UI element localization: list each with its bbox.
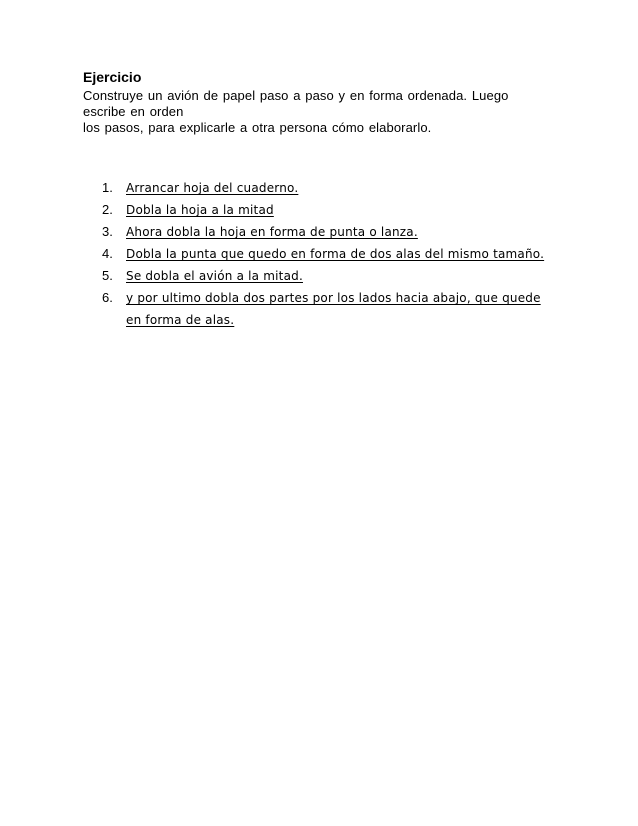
- step-item: [98, 287, 578, 331]
- step-text: Dobla la punta que quedo en forma de dos alas del mismo tamaño.: [126, 247, 545, 261]
- step-number: 1.: [102, 180, 113, 195]
- step-number: 3.: [102, 224, 113, 239]
- step-number: 6.: [102, 290, 113, 305]
- step-number: 4.: [102, 246, 113, 261]
- step-text: Arrancar hoja del cuaderno.: [126, 181, 299, 195]
- instruction-line: escribe en orden: [83, 104, 184, 119]
- step-number: 5.: [102, 268, 113, 283]
- step-text: Dobla la hoja a la mitad: [126, 203, 274, 217]
- step-item: [98, 265, 578, 287]
- step-text: Se dobla el avión a la mitad.: [126, 269, 303, 283]
- exercise-heading: Ejercicio: [83, 69, 142, 85]
- step-item: [98, 199, 578, 221]
- step-item: [98, 177, 578, 199]
- step-item: [98, 243, 578, 265]
- step-number: 2.: [102, 202, 113, 217]
- steps-list: [98, 177, 578, 331]
- instruction-line: los pasos, para explicarle a otra persona cómo elaborarlo.: [83, 120, 432, 135]
- step-text: y por ultimo dobla dos partes por los lados hacia abajo, que quede en forma de alas.: [126, 291, 541, 327]
- exercise-instructions: [83, 88, 543, 136]
- step-item: [98, 221, 578, 243]
- step-text: Ahora dobla la hoja en forma de punta o lanza.: [126, 225, 418, 239]
- instruction-line: Construye un avión de papel paso a paso y en forma ordenada. Luego: [83, 88, 509, 103]
